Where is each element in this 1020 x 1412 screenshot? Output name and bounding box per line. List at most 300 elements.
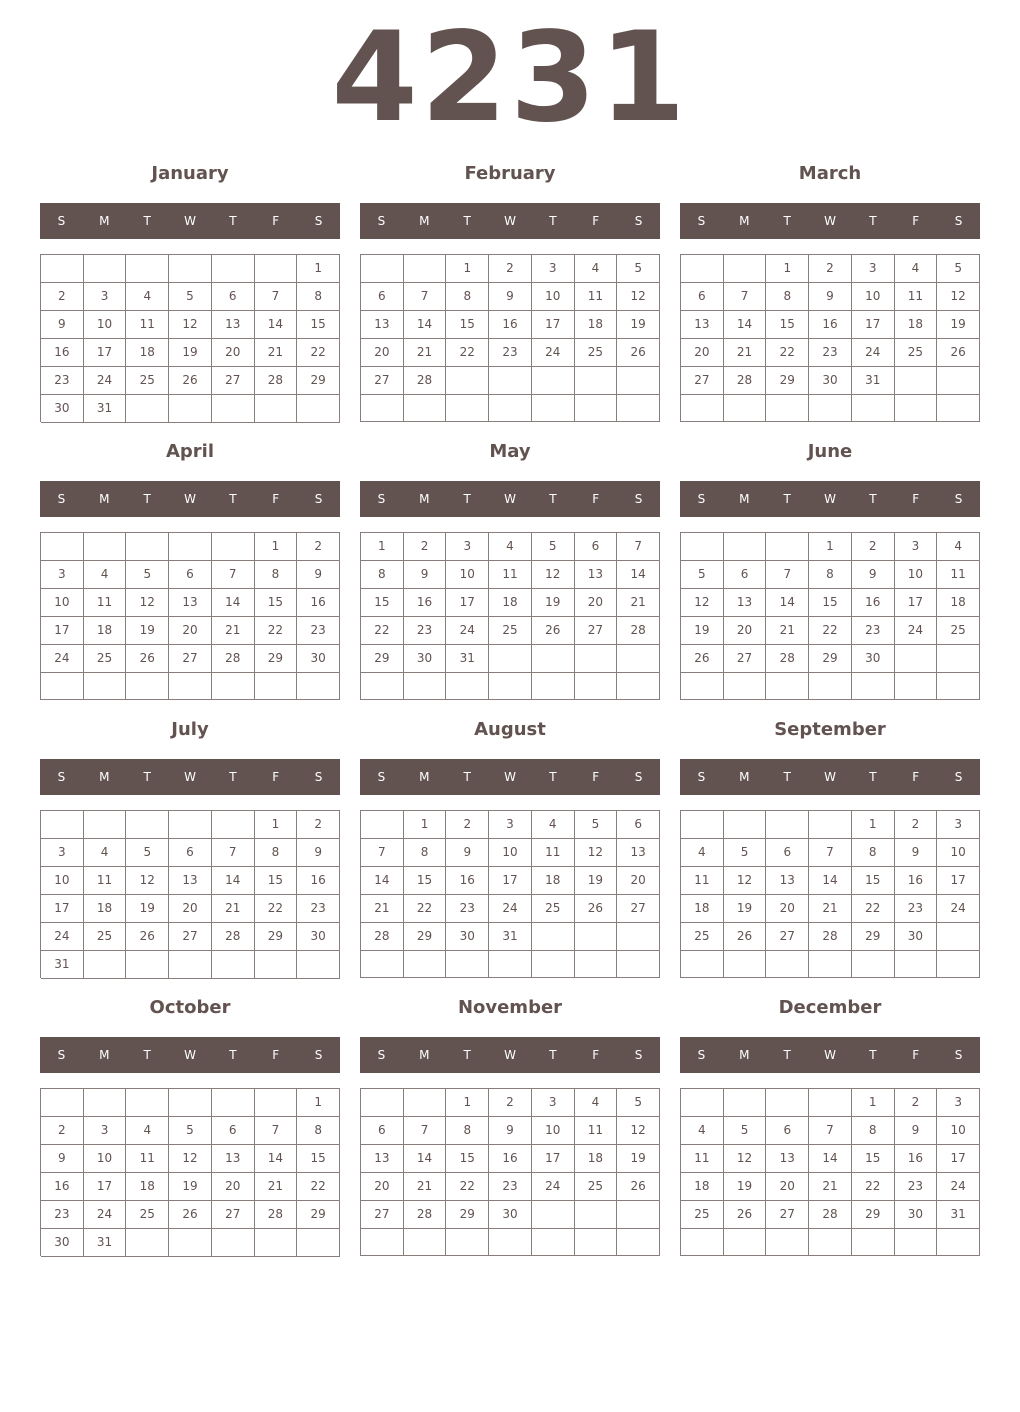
day-cell: 22: [297, 339, 340, 367]
day-cell: [361, 1229, 404, 1256]
year-title: 4231: [331, 6, 689, 150]
day-cell: 11: [532, 839, 575, 867]
day-cell: [617, 673, 660, 700]
day-cell: 30: [404, 645, 447, 673]
month-name: April: [165, 441, 215, 462]
day-cell: 6: [169, 561, 212, 589]
day-cell: [126, 533, 169, 561]
day-cell: 18: [937, 589, 980, 617]
day-cell: 10: [895, 561, 938, 589]
day-cell: 9: [297, 561, 340, 589]
day-cell: [617, 645, 660, 673]
weekday-label: M: [419, 492, 430, 506]
day-cell: 3: [84, 283, 127, 311]
day-cell: 8: [446, 1117, 489, 1145]
weekday-label: M: [739, 770, 750, 784]
weekday-header: [680, 759, 980, 795]
day-cell: [575, 923, 618, 951]
day-cell: 24: [852, 339, 895, 367]
day-cell: 15: [852, 867, 895, 895]
day-cell: [681, 533, 724, 561]
day-cell: [575, 951, 618, 978]
day-cell: 30: [489, 1201, 532, 1229]
weekday-label: S: [954, 214, 963, 228]
day-cell: 4: [84, 839, 127, 867]
day-cell: 2: [297, 811, 340, 839]
weekday-label: F: [272, 492, 280, 506]
day-cell: 12: [169, 311, 212, 339]
day-cell: [361, 951, 404, 978]
day-cell: 3: [937, 1089, 980, 1117]
day-cell: 30: [895, 923, 938, 951]
day-cell: [361, 1089, 404, 1117]
weekday-header: [360, 481, 660, 517]
day-cell: 21: [617, 589, 660, 617]
day-cell: [361, 255, 404, 283]
day-cell: 21: [255, 1173, 298, 1201]
day-cell: [937, 367, 980, 395]
day-cell: 5: [617, 1089, 660, 1117]
day-cell: 8: [297, 1117, 340, 1145]
day-cell: [532, 395, 575, 422]
day-cell: 27: [361, 1201, 404, 1229]
day-cell: [617, 1201, 660, 1229]
day-cell: 29: [255, 645, 298, 673]
day-cell: 31: [84, 1229, 127, 1257]
day-cell: 26: [724, 1201, 767, 1229]
day-cell: [212, 811, 255, 839]
day-cell: 18: [84, 617, 127, 645]
weekday-label: T: [869, 770, 877, 784]
day-cell: 6: [212, 283, 255, 311]
day-cell: 18: [681, 1173, 724, 1201]
day-cell: [255, 395, 298, 423]
day-cell: 31: [84, 395, 127, 423]
day-grid: [680, 532, 980, 700]
weekday-label: W: [824, 1048, 836, 1062]
weekday-label: S: [314, 770, 323, 784]
day-cell: 30: [809, 367, 852, 395]
weekday-label: S: [697, 492, 706, 506]
day-cell: [404, 1089, 447, 1117]
day-cell: 2: [41, 283, 84, 311]
day-cell: 24: [84, 1201, 127, 1229]
day-cell: 2: [809, 255, 852, 283]
day-cell: 22: [446, 339, 489, 367]
day-cell: 19: [575, 867, 618, 895]
day-cell: 8: [809, 561, 852, 589]
day-cell: 11: [895, 283, 938, 311]
day-cell: 13: [724, 589, 767, 617]
day-cell: 21: [766, 617, 809, 645]
day-cell: 21: [361, 895, 404, 923]
weekday-label: S: [634, 492, 643, 506]
day-cell: 10: [446, 561, 489, 589]
day-cell: [766, 673, 809, 700]
day-cell: [41, 1089, 84, 1117]
day-cell: 26: [532, 617, 575, 645]
day-cell: 29: [297, 1201, 340, 1229]
day-cell: [809, 673, 852, 700]
day-cell: 29: [297, 367, 340, 395]
day-cell: 2: [297, 533, 340, 561]
day-cell: 5: [532, 533, 575, 561]
day-cell: [41, 533, 84, 561]
day-cell: 8: [255, 839, 298, 867]
day-cell: 6: [361, 1117, 404, 1145]
day-cell: 13: [361, 311, 404, 339]
weekday-label: F: [592, 770, 600, 784]
day-cell: 16: [489, 1145, 532, 1173]
day-cell: 16: [297, 589, 340, 617]
day-cell: 12: [169, 1145, 212, 1173]
weekday-label: S: [954, 1048, 963, 1062]
day-cell: 28: [809, 923, 852, 951]
day-cell: 16: [852, 589, 895, 617]
day-cell: 10: [532, 283, 575, 311]
weekday-label: F: [912, 492, 920, 506]
day-cell: 9: [489, 283, 532, 311]
weekday-header: [680, 481, 980, 517]
day-cell: 22: [852, 895, 895, 923]
day-cell: [255, 951, 298, 979]
day-cell: 26: [937, 339, 980, 367]
day-cell: 15: [809, 589, 852, 617]
day-cell: [895, 395, 938, 422]
weekday-label: F: [912, 1048, 920, 1062]
day-cell: 25: [126, 367, 169, 395]
day-cell: 4: [895, 255, 938, 283]
day-cell: 16: [895, 867, 938, 895]
day-cell: 16: [489, 311, 532, 339]
day-cell: 27: [766, 1201, 809, 1229]
weekday-label: M: [739, 1048, 750, 1062]
day-cell: 20: [212, 339, 255, 367]
day-cell: 28: [212, 923, 255, 951]
day-cell: [126, 1229, 169, 1257]
day-cell: 3: [852, 255, 895, 283]
day-cell: [681, 811, 724, 839]
day-cell: 26: [681, 645, 724, 673]
weekday-label: W: [184, 1048, 196, 1062]
weekday-label: F: [272, 1048, 280, 1062]
day-cell: 12: [681, 589, 724, 617]
weekday-label: W: [504, 492, 516, 506]
day-grid: [40, 810, 340, 978]
day-cell: 5: [724, 1117, 767, 1145]
day-cell: [297, 673, 340, 700]
day-cell: [255, 255, 298, 283]
weekday-label: W: [824, 770, 836, 784]
day-cell: [809, 1089, 852, 1117]
day-cell: 16: [41, 339, 84, 367]
day-cell: 25: [126, 1201, 169, 1229]
day-cell: [681, 951, 724, 978]
weekday-label: W: [504, 214, 516, 228]
day-cell: 25: [575, 339, 618, 367]
day-cell: 25: [532, 895, 575, 923]
day-cell: 1: [255, 533, 298, 561]
day-cell: [852, 1229, 895, 1256]
day-cell: 29: [361, 645, 404, 673]
day-cell: 21: [212, 895, 255, 923]
day-grid: [40, 532, 340, 700]
day-cell: 26: [617, 1173, 660, 1201]
day-cell: 29: [809, 645, 852, 673]
day-cell: 4: [532, 811, 575, 839]
day-cell: [126, 395, 169, 423]
day-cell: 18: [532, 867, 575, 895]
day-cell: [724, 951, 767, 978]
day-cell: 28: [255, 1201, 298, 1229]
day-cell: 1: [297, 1089, 340, 1117]
month-name: August: [474, 719, 546, 740]
day-cell: 22: [297, 1173, 340, 1201]
day-cell: 31: [937, 1201, 980, 1229]
weekday-label: T: [549, 214, 557, 228]
day-cell: [532, 645, 575, 673]
day-cell: 10: [937, 1117, 980, 1145]
day-cell: 12: [724, 1145, 767, 1173]
day-cell: 19: [724, 895, 767, 923]
day-cell: 29: [766, 367, 809, 395]
weekday-header: [40, 481, 340, 517]
day-cell: 19: [532, 589, 575, 617]
weekday-label: W: [504, 1048, 516, 1062]
month-name: October: [149, 997, 231, 1018]
day-cell: 30: [895, 1201, 938, 1229]
day-cell: 23: [852, 617, 895, 645]
day-cell: 20: [681, 339, 724, 367]
day-cell: 8: [255, 561, 298, 589]
weekday-label: S: [377, 492, 386, 506]
day-cell: 16: [41, 1173, 84, 1201]
day-cell: 3: [937, 811, 980, 839]
day-cell: [255, 1089, 298, 1117]
day-cell: 30: [297, 645, 340, 673]
day-cell: 15: [297, 1145, 340, 1173]
day-cell: [404, 255, 447, 283]
day-cell: 22: [766, 339, 809, 367]
day-cell: [212, 951, 255, 979]
day-cell: 25: [84, 645, 127, 673]
day-cell: 22: [255, 895, 298, 923]
day-grid: [360, 532, 660, 700]
day-cell: [724, 1089, 767, 1117]
day-cell: 9: [297, 839, 340, 867]
day-cell: [532, 1201, 575, 1229]
day-cell: [169, 533, 212, 561]
day-cell: 5: [169, 1117, 212, 1145]
day-cell: [575, 1201, 618, 1229]
weekday-label: S: [954, 492, 963, 506]
weekday-label: T: [869, 1048, 877, 1062]
day-cell: 22: [361, 617, 404, 645]
day-cell: 17: [532, 1145, 575, 1173]
day-cell: [126, 673, 169, 700]
day-cell: [212, 673, 255, 700]
weekday-label: T: [143, 1048, 151, 1062]
day-cell: 14: [809, 1145, 852, 1173]
day-cell: [809, 1229, 852, 1256]
day-cell: 7: [361, 839, 404, 867]
weekday-label: T: [783, 492, 791, 506]
day-cell: [489, 645, 532, 673]
day-cell: 9: [446, 839, 489, 867]
day-cell: 4: [575, 255, 618, 283]
weekday-label: T: [549, 770, 557, 784]
day-cell: 4: [126, 1117, 169, 1145]
day-cell: 15: [361, 589, 404, 617]
day-cell: [297, 395, 340, 423]
day-cell: 12: [532, 561, 575, 589]
day-cell: 2: [895, 811, 938, 839]
day-cell: 12: [126, 589, 169, 617]
day-cell: 19: [126, 617, 169, 645]
month-name: January: [151, 163, 229, 184]
day-cell: 7: [255, 1117, 298, 1145]
weekday-label: M: [419, 770, 430, 784]
day-cell: 7: [724, 283, 767, 311]
day-cell: 3: [41, 839, 84, 867]
day-cell: 21: [809, 1173, 852, 1201]
day-cell: 9: [489, 1117, 532, 1145]
weekday-label: T: [463, 214, 471, 228]
day-cell: [617, 367, 660, 395]
day-cell: [212, 395, 255, 423]
day-cell: 2: [895, 1089, 938, 1117]
day-cell: 18: [489, 589, 532, 617]
day-cell: 24: [532, 1173, 575, 1201]
weekday-label: W: [184, 214, 196, 228]
day-cell: 29: [255, 923, 298, 951]
day-cell: 23: [895, 895, 938, 923]
day-cell: 3: [489, 811, 532, 839]
day-cell: [84, 1089, 127, 1117]
day-cell: [724, 811, 767, 839]
day-cell: 25: [681, 1201, 724, 1229]
month-name: March: [798, 163, 862, 184]
day-cell: [255, 673, 298, 700]
day-grid: [360, 254, 660, 422]
day-cell: [212, 255, 255, 283]
day-cell: [852, 951, 895, 978]
day-cell: 17: [532, 311, 575, 339]
day-cell: 14: [212, 867, 255, 895]
day-cell: [766, 1089, 809, 1117]
day-cell: [852, 673, 895, 700]
day-cell: [724, 673, 767, 700]
weekday-label: F: [272, 214, 280, 228]
day-cell: 5: [724, 839, 767, 867]
weekday-label: T: [143, 770, 151, 784]
weekday-label: T: [783, 1048, 791, 1062]
day-cell: 14: [724, 311, 767, 339]
weekday-header: [360, 203, 660, 239]
day-cell: [617, 951, 660, 978]
weekday-label: M: [419, 1048, 430, 1062]
day-cell: 1: [446, 255, 489, 283]
day-cell: 14: [361, 867, 404, 895]
day-cell: [446, 1229, 489, 1256]
day-cell: 21: [255, 339, 298, 367]
weekday-header: [680, 203, 980, 239]
month-name: February: [464, 163, 556, 184]
day-cell: [404, 951, 447, 978]
day-cell: 4: [681, 839, 724, 867]
day-cell: [41, 811, 84, 839]
day-cell: 17: [41, 895, 84, 923]
day-grid: [360, 810, 660, 978]
day-cell: 19: [937, 311, 980, 339]
day-cell: 13: [169, 867, 212, 895]
day-cell: 10: [532, 1117, 575, 1145]
day-cell: 20: [724, 617, 767, 645]
day-cell: 11: [937, 561, 980, 589]
day-cell: 11: [84, 589, 127, 617]
day-cell: [724, 395, 767, 422]
day-cell: [575, 673, 618, 700]
day-cell: 5: [126, 561, 169, 589]
day-cell: 21: [404, 339, 447, 367]
weekday-header: [40, 759, 340, 795]
weekday-label: M: [99, 492, 110, 506]
weekday-label: T: [869, 214, 877, 228]
day-cell: 26: [126, 923, 169, 951]
day-cell: [489, 367, 532, 395]
day-cell: 25: [575, 1173, 618, 1201]
day-cell: 22: [446, 1173, 489, 1201]
day-cell: 5: [617, 255, 660, 283]
day-cell: 3: [446, 533, 489, 561]
day-cell: 21: [212, 617, 255, 645]
day-cell: 18: [126, 339, 169, 367]
day-cell: 6: [766, 1117, 809, 1145]
weekday-label: M: [739, 492, 750, 506]
day-cell: 14: [255, 1145, 298, 1173]
day-cell: 14: [617, 561, 660, 589]
day-cell: 28: [724, 367, 767, 395]
day-cell: 28: [255, 367, 298, 395]
day-cell: 6: [361, 283, 404, 311]
day-cell: [169, 811, 212, 839]
day-cell: [532, 951, 575, 978]
day-cell: [937, 645, 980, 673]
day-cell: 1: [766, 255, 809, 283]
day-grid: [360, 1088, 660, 1256]
day-cell: 15: [255, 589, 298, 617]
weekday-label: S: [377, 1048, 386, 1062]
day-cell: 14: [212, 589, 255, 617]
day-cell: 19: [169, 1173, 212, 1201]
weekday-label: S: [697, 214, 706, 228]
day-cell: [84, 951, 127, 979]
day-cell: 3: [84, 1117, 127, 1145]
weekday-label: T: [229, 770, 237, 784]
day-cell: [361, 811, 404, 839]
day-cell: 27: [575, 617, 618, 645]
day-cell: 22: [852, 1173, 895, 1201]
day-cell: [617, 923, 660, 951]
month-name: July: [171, 719, 209, 740]
day-grid: [680, 254, 980, 422]
day-cell: 20: [361, 1173, 404, 1201]
day-cell: [212, 1089, 255, 1117]
day-cell: 23: [41, 367, 84, 395]
day-cell: 27: [212, 1201, 255, 1229]
day-cell: [895, 645, 938, 673]
weekday-label: T: [143, 492, 151, 506]
